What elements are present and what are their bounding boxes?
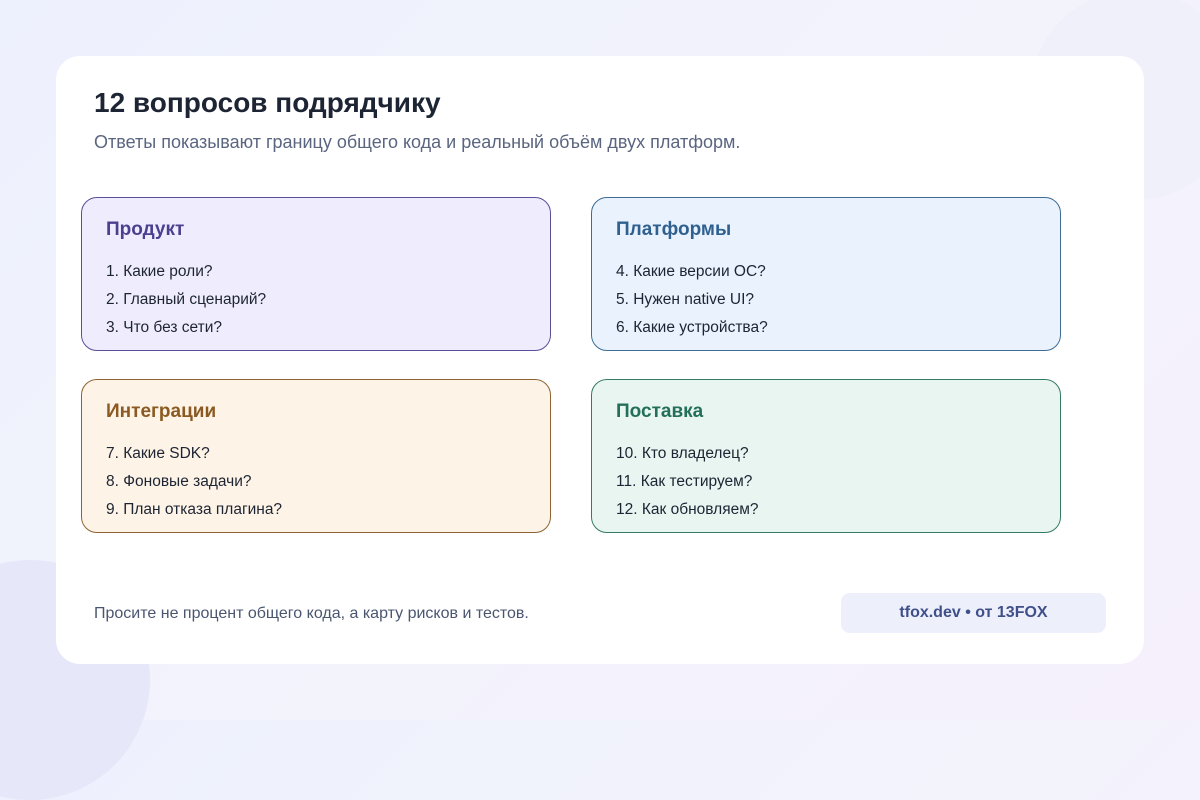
question-item: 2. Главный сценарий?	[106, 291, 267, 308]
group-title: Платформы	[616, 219, 732, 240]
question-item: 5. Нужен native UI?	[616, 291, 754, 308]
group-title: Продукт	[106, 219, 185, 240]
question-list	[106, 258, 266, 342]
group-title: Интеграции	[106, 401, 217, 422]
question-item: 4. Какие версии ОС?	[616, 263, 766, 280]
group-title: Поставка	[616, 401, 704, 422]
question-list	[106, 440, 282, 524]
footer-note: Просите не процент общего кода, а карту рисков и тестов.	[94, 605, 529, 622]
group-product	[81, 197, 551, 351]
question-item: 3. Что без сети?	[106, 319, 223, 336]
question-item: 9. План отказа плагина?	[106, 501, 283, 518]
group-integrations	[81, 379, 551, 533]
question-list	[616, 440, 758, 524]
page-subtitle: Ответы показывают границу общего кода и реальный объём двух платформ.	[94, 132, 741, 152]
question-item: 11. Как тестируем?	[616, 473, 753, 490]
main-card	[56, 56, 1144, 664]
question-list	[616, 258, 768, 342]
question-item: 12. Как обновляем?	[616, 501, 759, 518]
page-title: 12 вопросов подрядчику	[94, 87, 441, 118]
group-delivery	[591, 379, 1061, 533]
question-item: 10. Кто владелец?	[616, 445, 749, 462]
question-item: 7. Какие SDK?	[106, 445, 210, 462]
brand-link[interactable]: tfox.dev • от 13FOX	[841, 593, 1106, 633]
question-item: 8. Фоновые задачи?	[106, 473, 252, 490]
group-platforms	[591, 197, 1061, 351]
question-item: 1. Какие роли?	[106, 263, 213, 280]
question-item: 6. Какие устройства?	[616, 319, 768, 336]
